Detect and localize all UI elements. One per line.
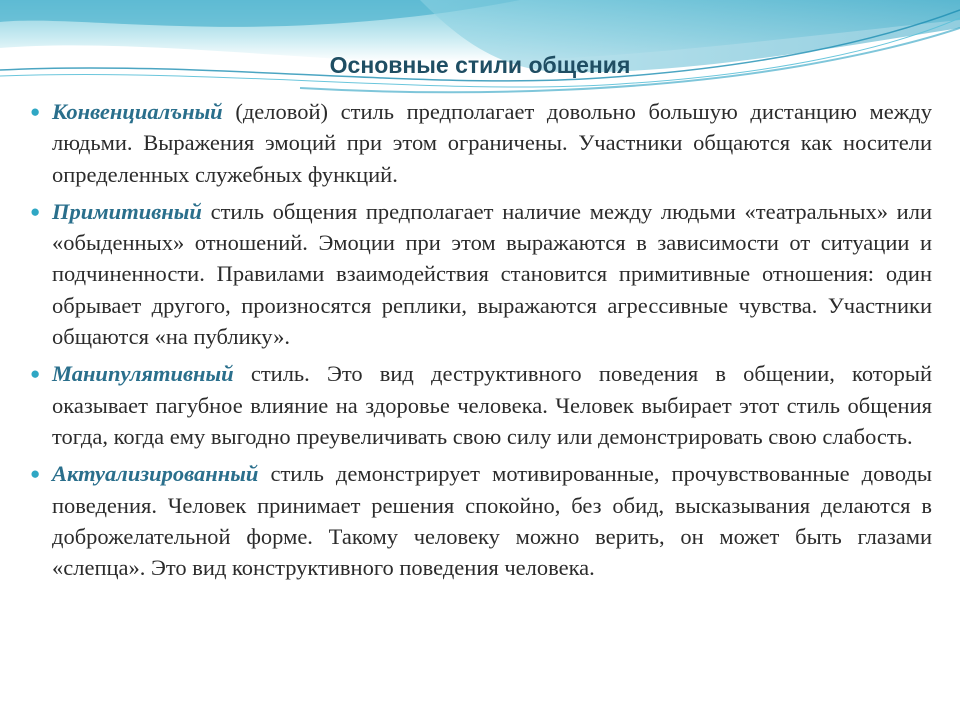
list-item xyxy=(28,96,932,190)
list-item xyxy=(28,358,932,452)
style-term: Манипулятивный xyxy=(52,361,234,387)
bullet-icon: ● xyxy=(30,364,41,384)
style-description: (деловой) стиль предполагает довольно большую дистанцию между людьми. Выражения эмоций при этом ограничены. Участники общаются как носители определенных служебных функций. xyxy=(52,99,932,187)
slide-title: Основные стили общения xyxy=(329,52,631,78)
style-term: Примитивный xyxy=(52,198,202,224)
list-item xyxy=(28,196,932,352)
style-description: стиль общения предполагает наличие между людьми «театральных» или «обыденных» отношений. Эмоции при этом выражаются в зависимости от ситуации и подчиненности. Правилами взаимодействия становится примитивные отношения: один обрывает другого, произносятся реплики, выражаются агрессивные чувства. Участники общаются «на публику». xyxy=(52,198,932,350)
style-term: Конвенциалъный xyxy=(52,99,223,124)
bullet-icon: ● xyxy=(30,102,41,121)
style-description: стиль демонстрирует мотивированные, прочувствованные доводы поведения. Человек принимает решения спокойно, без обид, высказывания делаются в доброжелательной форме. Такому человеку можно верить, он может быть глазами «слепца». Это вид конструктивного поведения человека. xyxy=(52,461,932,581)
list-item xyxy=(28,458,932,583)
bullet-icon: ● xyxy=(30,201,41,221)
bullet-icon: ● xyxy=(30,464,41,484)
bullet-list xyxy=(28,96,932,589)
style-term: Актуализированный xyxy=(52,461,259,487)
style-description: стиль. Это вид деструктивного поведения в общении, который оказывает пагубное влияние на здоровье человека. Человек выбирает этот стиль общения тогда, когда ему выгодно преувеличивать свою силу или демонстрировать свою слабость. xyxy=(52,361,932,449)
